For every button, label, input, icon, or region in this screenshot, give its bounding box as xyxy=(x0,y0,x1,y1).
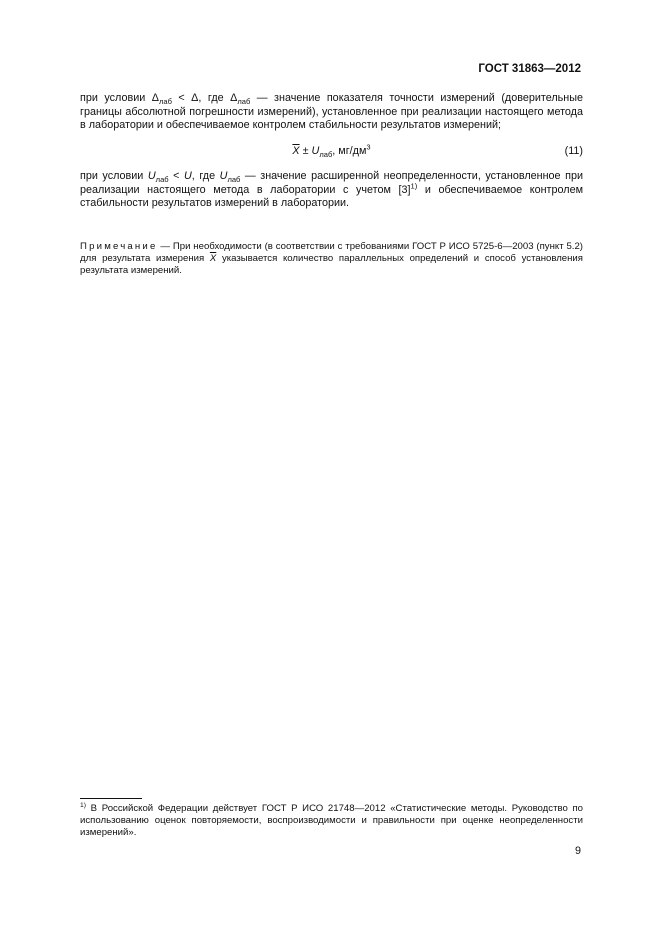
formula-expression: $\overline{X} \pm U_{лаб}$, $мг/дм^3$ xyxy=(292,142,371,160)
footnote-ref[interactable]: 1) xyxy=(410,181,418,190)
formula-number: (11) xyxy=(564,145,583,157)
footnote-divider xyxy=(80,798,142,799)
paragraph-uncertainty-condition: при условии $U_{лаб} < U$, где $U_{лаб}$ — значение расширенной неопределенности, установленное при реализации настоящего метода в лаборатории с учетом $[3]^{1)}$ и обеспечиваемое контролем стабильности результатов измерений в лаборатории. xyxy=(80,170,584,210)
page-number: 9 xyxy=(574,845,581,857)
note-block: Примечание — При необходимости (в соответствии с требованиями ГОСТ Р ИСО 5725-6—2003 (пункт 5.2) для результата измерения $\overline{X}$ указывается количество параллельных определений и способ установления результата измерений. xyxy=(80,241,583,277)
page-header-standard: ГОСТ 31863—2012 xyxy=(478,63,581,75)
footnote-marker: 1) xyxy=(80,801,86,809)
formula-11 xyxy=(80,142,583,160)
paragraph-lab-accuracy-condition: при условии $\Delta_{лаб} < \Delta$, где $\Delta_{лаб}$ — значение показателя точности измерений (доверительные границы абсолютной погрешности измерений), установленное при реализации настоящего метода в лаборатории и обеспечиваемое контролем стабильности результатов измерений; xyxy=(80,92,583,132)
footnote-1: $^{1)}$ В Российской Федерации действует ГОСТ Р ИСО 21748—2012 «Статистические методы. Руководство по использованию оценок повторяемости, воспроизводимости и правильности при оценке неопределенности измерений». xyxy=(80,801,583,839)
note-label: Примечание xyxy=(80,241,158,252)
